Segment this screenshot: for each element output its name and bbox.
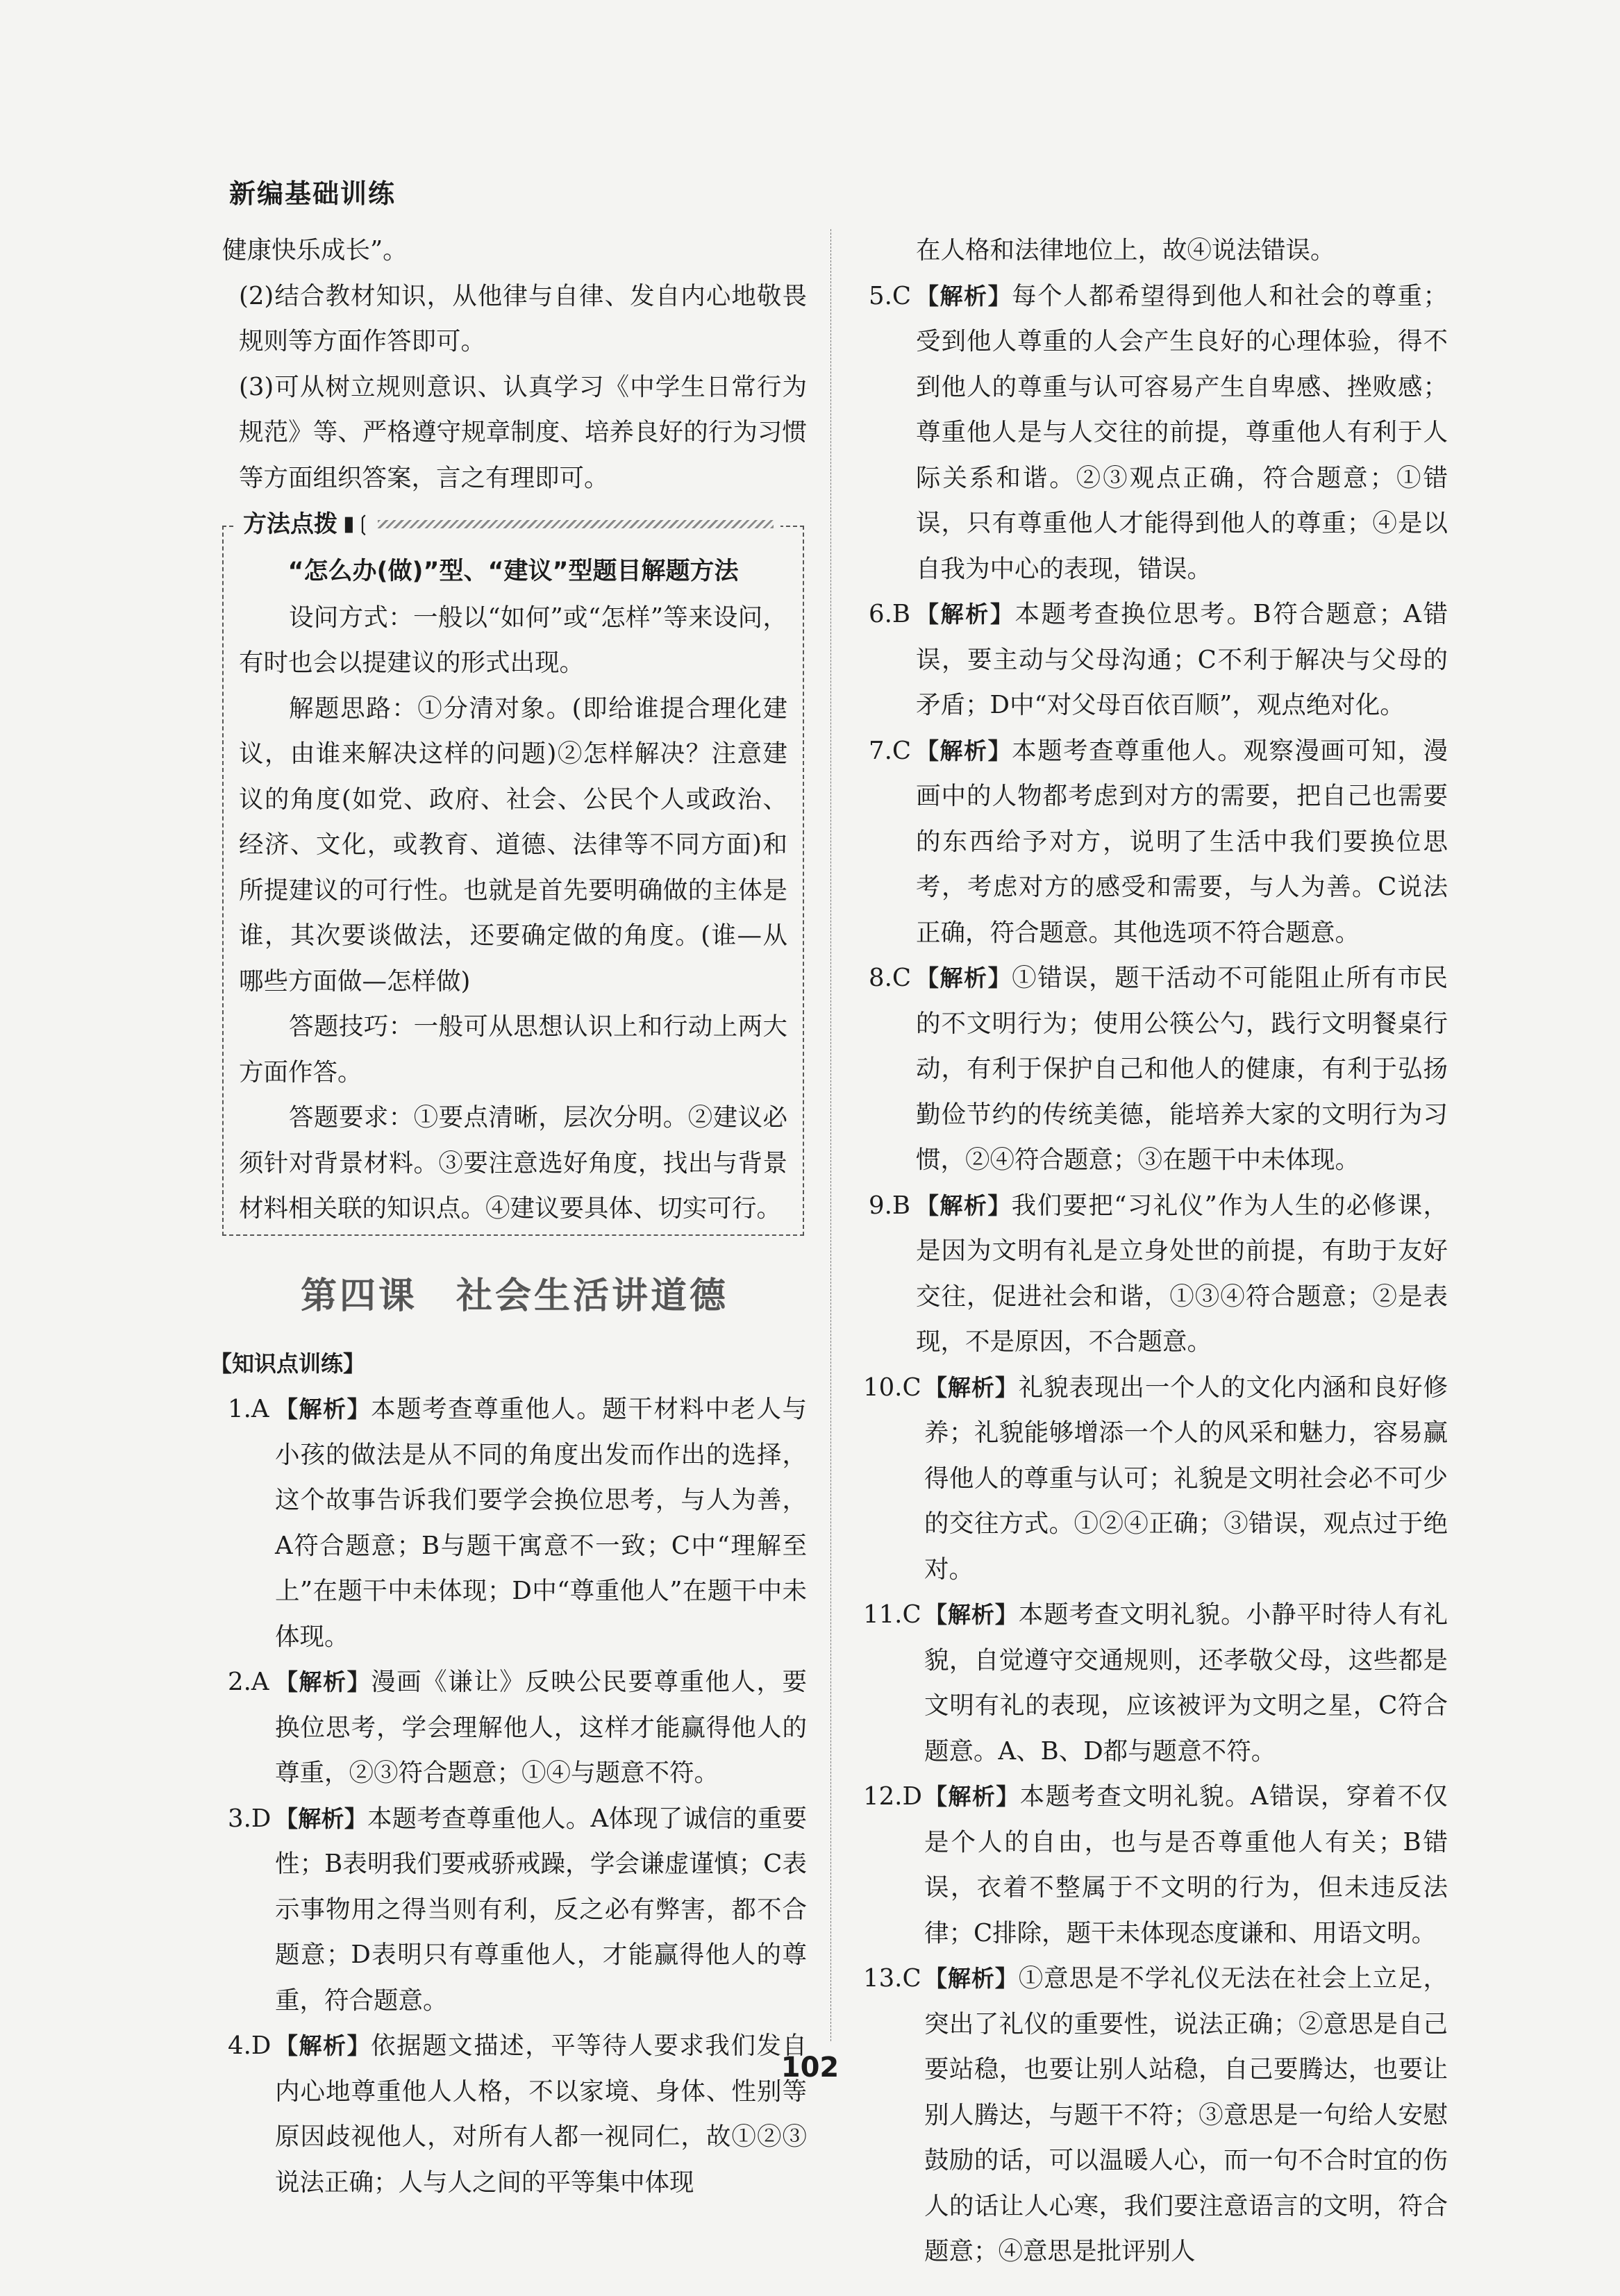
analysis-tag: 【解析】 [924,1965,1019,1992]
answer-number: 13.C [863,1964,921,1993]
answer-item [863,1592,1448,1774]
answer-item [863,728,1448,956]
method-heading: “怎么办(做)”型、“建议”型题目解题方法 [287,558,739,585]
section-label: 【知识点训练】 [210,1350,366,1377]
analysis-tag: 【解析】 [916,1191,1012,1219]
method-label: 方法点拨 [243,510,337,538]
answer-item [863,1183,1448,1365]
analysis-tag: 【解析】 [916,282,1012,310]
analysis-tag: 【解析】 [275,1804,367,1832]
answer-number: 7.C [869,736,912,765]
intro-line-2: (2)结合教材知识，从他律与自律、发自内心地敬畏规则等方面作答即可。 [239,281,807,355]
answer-number: 8.C [869,964,912,992]
analysis-tag: 【解析】 [275,1396,371,1423]
analysis-tag: 【解析】 [916,737,1012,764]
answer-text: 漫画《谦让》反映公民要尊重他人，要换位思考，学会理解他人，这样才能赢得他人的尊重，②③符合题意；①④与题意不符。 [275,1668,807,1787]
answer-number: 6.B [869,600,910,628]
intro-line-1: 健康快乐成长”。 [222,236,408,265]
analysis-tag: 【解析】 [916,601,1015,628]
left-column [210,228,808,2205]
answer-text: ①错误，题干活动不可能阻止所有市民的不文明行为；使用公筷公勺，践行文明餐桌行动，有利于保护自己和他人的健康，有利于弘扬勤俭节约的传统美德，能培养大家的文明行为习惯，②④符合题意；③在题干中未体现。 [916,964,1448,1174]
answer-number: 4.D [228,2031,272,2060]
answer-text: 本题考查尊重他人。A体现了诚信的重要性；B表明我们要戒骄戒躁，学会谦虚谨慎；C表示事物用之得当则有利，反之必有弊害，都不合题意；D表明只有尊重他人，才能赢得他人的尊重，符合题意。 [275,1804,808,2015]
analysis-tag: 【解析】 [924,1783,1020,1810]
decorative-stripe [378,520,774,528]
continuation-text: 在人格和法律地位上，故④说法错误。 [916,236,1335,265]
answer-number: 2.A [228,1668,269,1696]
method-paragraph: 设问方式：一般以“如何”或“怎样”等来设问，有时也会以提建议的形式出现。 [239,603,787,677]
answer-number: 9.B [869,1191,910,1220]
column-divider [830,229,831,2041]
answer-text: 本题考查换位思考。B符合题意；A错误，要主动与父母沟通；C不利于解决与父母的矛盾；D中“对父母百依百顺”，观点绝对化。 [916,600,1448,719]
answer-item [863,274,1448,592]
answer-text: 礼貌表现出一个人的文化内涵和良好修养；礼貌能够增添一个人的风采和魅力，容易赢得他人的尊重与认可；礼貌是文明社会必不可少的交往方式。①②④正确；③错误，观点过于绝对。 [924,1373,1448,1584]
answer-item [222,1796,807,2024]
method-paragraph: 解题思路：①分清对象。(即给谁提合理化建议，由谁来解决这样的问题)②怎样解决？注意建议的角度(如党、政府、社会、公民个人或政治、经济、文化，或教育、道德、法律等不同方面)和所提建议的可行性。也就是首先要明确做的主体是谁，其次要谈做法，还要确定做的角度。(谁—从哪些方面做—怎样做) [239,694,787,996]
method-label-bar [236,509,780,539]
answer-item [222,1659,807,1796]
analysis-tag: 【解析】 [916,964,1012,991]
answer-number: 11.C [863,1600,921,1629]
answer-number: 5.C [869,281,912,310]
answer-item [863,1956,1448,2274]
answer-text: 我们要把“习礼仪”作为人生的必修课，是因为文明有礼是立身处世的前提，有助于友好交往，促进社会和谐，①③④符合题意；②是表现，不是原因，不合题意。 [916,1191,1448,1356]
answer-item [222,1386,807,1659]
answer-text: 每个人都希望得到他人和社会的尊重；受到他人尊重的人会产生良好的心理体验，得不到他人的尊重与认可容易产生自卑感、挫败感；尊重他人是与人交往的前提，尊重他人有利于人际关系和谐。②③观点正确，符合题意；①错误，只有尊重他人才能得到他人的尊重；④是以自我为中心的表现，错误。 [916,281,1448,583]
answer-number: 3.D [228,1804,272,1833]
lesson-title: 第四课 社会生活讲道德 [300,1275,728,1317]
method-paragraph: 答题要求：①要点清晰，层次分明。②建议必须针对背景材料。③要注意选好角度，找出与背景材料相关联的知识点。④建议要具体、切实可行。 [239,1103,787,1223]
answer-number: 1.A [228,1395,269,1423]
answer-text: 本题考查文明礼貌。小静平时待人有礼貌，自觉遵守交通规则，还孝敬父母，这些都是文明有礼的表现，应该被评为文明之星，C符合题意。A、B、D都与题意不符。 [924,1600,1448,1766]
book-header: 新编基础训练 [229,178,396,209]
analysis-tag: 【解析】 [275,2032,371,2059]
page-number: 102 [780,2052,840,2084]
answer-number: 12.D [863,1782,922,1811]
answer-text: 依据题文描述，平等待人要求我们发自内心地尊重他人人格，不以家境、身体、性别等原因歧视他人，对所有人都一视同仁，故①②③说法正确；人与人之间的平等集中体现 [275,2031,807,2197]
answer-item [863,955,1448,1183]
right-column [863,228,1448,2274]
analysis-tag: 【解析】 [275,1668,371,1695]
answer-number: 10.C [863,1373,921,1402]
answer-item [222,2023,807,2205]
answer-text: ①意思是不学礼仪无法在社会上立足，突出了礼仪的重要性，说法正确；②意思是自己要站稳，也要让别人站稳，自己要腾达，也要让别人腾达，与题干不符；③意思是一句给人安慰鼓励的话，可以温暖人心，而一句不合时宜的伤人的话让人心寒，我们要注意语言的文明，符合题意；④意思是批评别人 [924,1964,1448,2265]
method-paragraph: 答题技巧：一般可从思想认识上和行动上两大方面作答。 [239,1012,787,1087]
answer-text: 本题考查文明礼貌。A错误，穿着不仅是个人的自由，也与是否尊重他人有关；B错误，衣着不整属于不文明的行为，但未违反法律；C排除，题干未体现态度谦和、用语文明。 [924,1782,1448,1947]
speaker-icon: ▮❲ [343,512,372,536]
answer-text: 本题考查尊重他人。观察漫画可知，漫画中的人物都考虑到对方的需要，把自己也需要的东西给予对方，说明了生活中我们要换位思考，考虑对方的感受和需要，与人为善。C说法正确，符合题意。其他选项不符合题意。 [916,736,1448,947]
method-box [222,510,804,1236]
analysis-tag: 【解析】 [924,1373,1019,1401]
analysis-tag: 【解析】 [924,1601,1019,1628]
answer-item [863,1365,1448,1593]
intro-line-3: (3)可从树立规则意识、认真学习《中学生日常行为规范》等、严格遵守规章制度、培养良好的行为习惯等方面组织答案，言之有理即可。 [239,372,807,492]
answer-continuation [863,228,1448,274]
answer-item [863,1774,1448,1956]
answer-item [863,592,1448,728]
answer-text: 本题考查尊重他人。题干材料中老人与小孩的做法是从不同的角度出发而作出的选择，这个故事告诉我们要学会换位思考，与人为善，A符合题意；B与题干寓意不一致；C中“理解至上”在题干中未体现；D中“尊重他人”在题干中未体现。 [275,1395,807,1651]
